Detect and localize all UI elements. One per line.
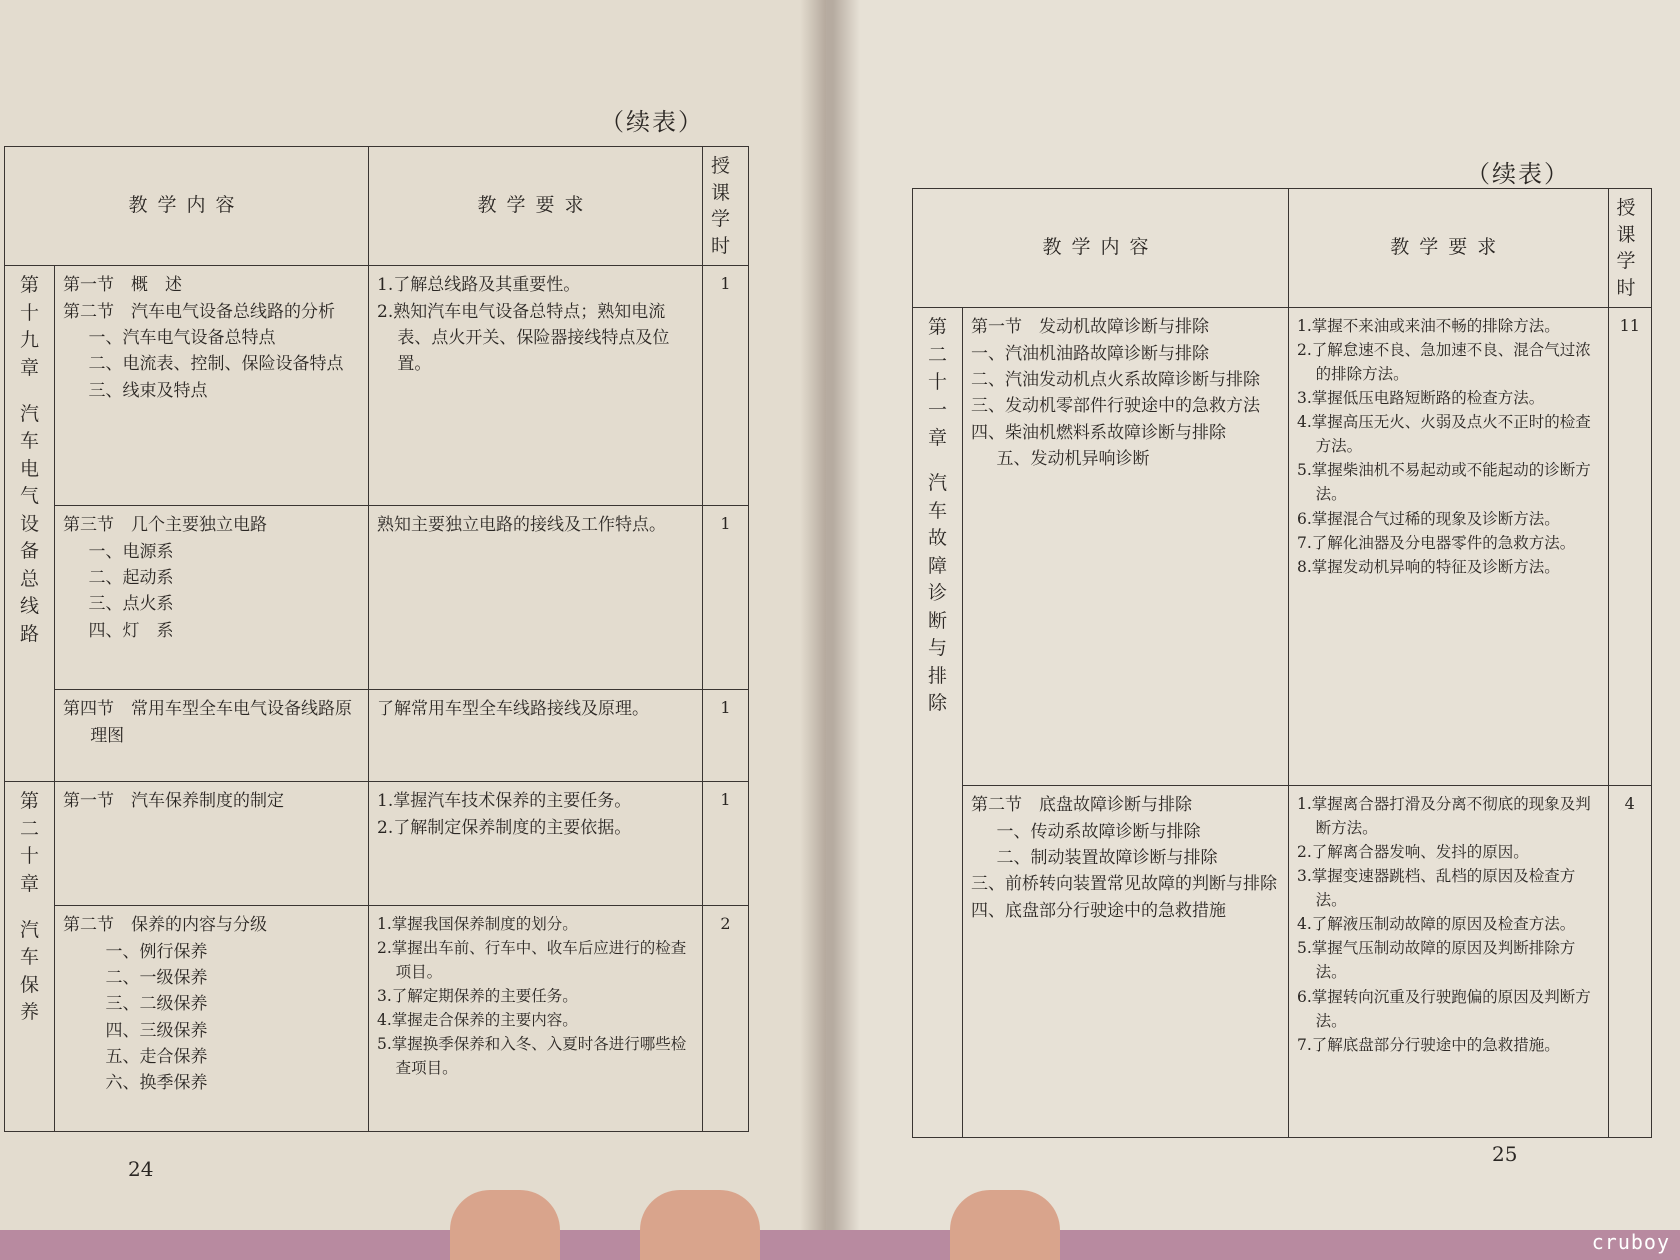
- content-line: 四、底盘部分行驶途中的急救措施: [970, 900, 1226, 921]
- content-line: 第一节 发动机故障诊断与排除: [970, 317, 1209, 338]
- requirement-line: 1.掌握我国保养制度的划分。: [377, 915, 578, 934]
- content-line: 第二节 汽车电气设备总线路的分析: [63, 301, 335, 322]
- requirements-cell: [369, 906, 703, 1132]
- content-line: 一、汽车电气设备总特点: [88, 328, 276, 349]
- content-cell: [962, 308, 1288, 786]
- requirement-line: 8.掌握发动机异响的特征及诊断方法。: [1297, 557, 1560, 576]
- content-line: 第三节 几个主要独立电路: [63, 515, 267, 536]
- requirement-line: 3.掌握低压电路短断路的检查方法。: [1297, 389, 1545, 408]
- requirements-cell: [369, 506, 703, 690]
- finger: [450, 1190, 560, 1260]
- right-page: [826, 0, 1680, 1230]
- content-line: 三、线束及特点: [88, 380, 208, 401]
- page-number: 25: [1492, 1142, 1518, 1166]
- content-line: 三、前桥转向装置常见故障的判断与排除: [970, 874, 1277, 895]
- hours-cell: 2: [703, 906, 749, 1132]
- chapter-number: 第十九章: [19, 274, 39, 380]
- requirement-line: 2.了解制定保养制度的主要依据。: [377, 817, 632, 838]
- hours-cell: 1: [703, 506, 749, 690]
- requirements-cell: [369, 782, 703, 906]
- requirement-line: 5.掌握柴油机不易起动或不能起动的诊断方法。: [1297, 461, 1591, 504]
- finger: [950, 1190, 1060, 1260]
- header-hours: 授课学时: [703, 147, 749, 266]
- content-line: 第二节 保养的内容与分级: [63, 915, 267, 936]
- content-line: 三、发动机零部件行驶途中的急救方法: [970, 396, 1260, 417]
- requirement-line: 5.掌握气压制动故障的原因及判断排除方法。: [1297, 939, 1576, 982]
- requirement-line: 2.了解离合器发响、发抖的原因。: [1297, 843, 1529, 862]
- requirement-line: 2.掌握出车前、行车中、收车后应进行的检查项目。: [377, 939, 687, 982]
- chapter-title: 汽车故障诊断与排除: [927, 472, 947, 715]
- header-content: 教学内容: [913, 189, 1289, 308]
- chapter-number: 第二十一章: [927, 316, 947, 449]
- left-page: [0, 0, 826, 1230]
- content-line: 四、三级保养: [105, 1020, 208, 1041]
- book-gutter: [800, 0, 860, 1230]
- content-line: 一、传动系故障诊断与排除: [996, 821, 1201, 842]
- hours-cell: 11: [1608, 308, 1651, 786]
- continued-label: （续表）: [600, 108, 704, 136]
- chapter-cell: [5, 266, 55, 782]
- content-line: 二、一级保养: [105, 968, 208, 989]
- content-line: 三、二级保养: [105, 994, 208, 1015]
- requirement-line: 2.熟知汽车电气设备总特点；熟知电流表、点火开关、保险器接线特点及位置。: [377, 301, 670, 375]
- requirement-line: 2.了解怠速不良、急加速不良、混合气过浓的排除方法。: [1297, 341, 1591, 384]
- page-number: 24: [128, 1157, 154, 1181]
- requirement-line: 6.掌握转向沉重及行驶跑偏的原因及判断方法。: [1297, 987, 1591, 1030]
- requirement-line: 4.了解液压制动故障的原因及检查方法。: [1297, 915, 1576, 934]
- content-cell: [55, 906, 369, 1132]
- hours-cell: 1: [703, 782, 749, 906]
- requirement-line: 1.掌握不来油或来油不畅的排除方法。: [1297, 317, 1560, 336]
- hours-cell: 1: [703, 690, 749, 782]
- content-line: 六、换季保养: [105, 1073, 208, 1094]
- requirements-cell: [369, 266, 703, 506]
- header-hours: 授课学时: [1608, 189, 1651, 308]
- content-line: 五、走合保养: [105, 1047, 208, 1068]
- content-line: 二、起动系: [88, 568, 174, 589]
- content-line: 二、制动装置故障诊断与排除: [996, 848, 1218, 869]
- finger: [640, 1190, 760, 1260]
- requirement-line: 7.了解化油器及分电器零件的急救方法。: [1297, 533, 1576, 552]
- requirement-line: 4.掌握走合保养的主要内容。: [377, 1011, 578, 1030]
- content-line: 二、电流表、控制、保险设备特点: [88, 354, 344, 375]
- requirement-line: 3.掌握变速器跳档、乱档的原因及检查方法。: [1297, 867, 1576, 910]
- chapter-cell: [5, 782, 55, 1132]
- content-line: 第二节 底盘故障诊断与排除: [970, 795, 1192, 816]
- hours-cell: 1: [703, 266, 749, 506]
- content-line: 二、汽油发动机点火系故障诊断与排除: [970, 370, 1260, 391]
- content-cell: [962, 786, 1288, 1138]
- requirement-line: 5.掌握换季保养和入冬、入夏时各进行哪些检查项目。: [377, 1035, 687, 1078]
- header-content: 教学内容: [5, 147, 369, 266]
- continued-label: （续表）: [1466, 160, 1570, 188]
- content-cell: [55, 782, 369, 906]
- requirement-line: 熟知主要独立电路的接线及工作特点。: [377, 515, 667, 536]
- content-line: 第一节 汽车保养制度的制定: [63, 791, 284, 812]
- content-cell: [55, 266, 369, 506]
- content-line: 第一节 概 述: [63, 275, 182, 296]
- content-line: 五、发动机异响诊断: [996, 449, 1150, 470]
- requirement-line: 3.了解定期保养的主要任务。: [377, 987, 578, 1006]
- syllabus-table-left: [4, 146, 749, 1132]
- chapter-number: 第二十章: [19, 790, 39, 896]
- syllabus-table-right: [912, 188, 1652, 1138]
- watermark: cruboy: [1591, 1230, 1670, 1254]
- requirement-line: 7.了解底盘部分行驶途中的急救措施。: [1297, 1035, 1560, 1054]
- requirements-cell: [1289, 786, 1609, 1138]
- hours-cell: 4: [1608, 786, 1651, 1138]
- requirement-line: 1.了解总线路及其重要性。: [377, 275, 581, 296]
- requirement-line: 了解常用车型全车线路接线及原理。: [377, 699, 650, 720]
- requirement-line: 4.掌握高压无火、火弱及点火不正时的检查方法。: [1297, 413, 1591, 456]
- header-requirements: 教学要求: [1289, 189, 1609, 308]
- chapter-title: 汽车电气设备总线路: [19, 402, 39, 645]
- chapter-title: 汽车保养: [19, 918, 39, 1024]
- header-requirements: 教学要求: [369, 147, 703, 266]
- content-cell: [55, 690, 369, 782]
- requirement-line: 1.掌握离合器打滑及分离不彻底的现象及判断方法。: [1297, 795, 1591, 838]
- chapter-cell: [913, 308, 963, 1138]
- requirement-line: 1.掌握汽车技术保养的主要任务。: [377, 791, 632, 812]
- requirements-cell: [369, 690, 703, 782]
- content-line: 四、灯 系: [88, 620, 174, 641]
- content-line: 四、柴油机燃料系故障诊断与排除: [970, 422, 1226, 443]
- content-line: 三、点火系: [88, 594, 174, 615]
- requirement-line: 6.掌握混合气过稀的现象及诊断方法。: [1297, 509, 1560, 528]
- content-line: 一、汽油机油路故障诊断与排除: [970, 343, 1209, 364]
- content-line: 一、例行保养: [105, 941, 208, 962]
- content-line: 第四节 常用车型全车电气设备线路原理图: [63, 699, 352, 746]
- content-cell: [55, 506, 369, 690]
- requirements-cell: [1289, 308, 1609, 786]
- content-line: 一、电源系: [88, 541, 174, 562]
